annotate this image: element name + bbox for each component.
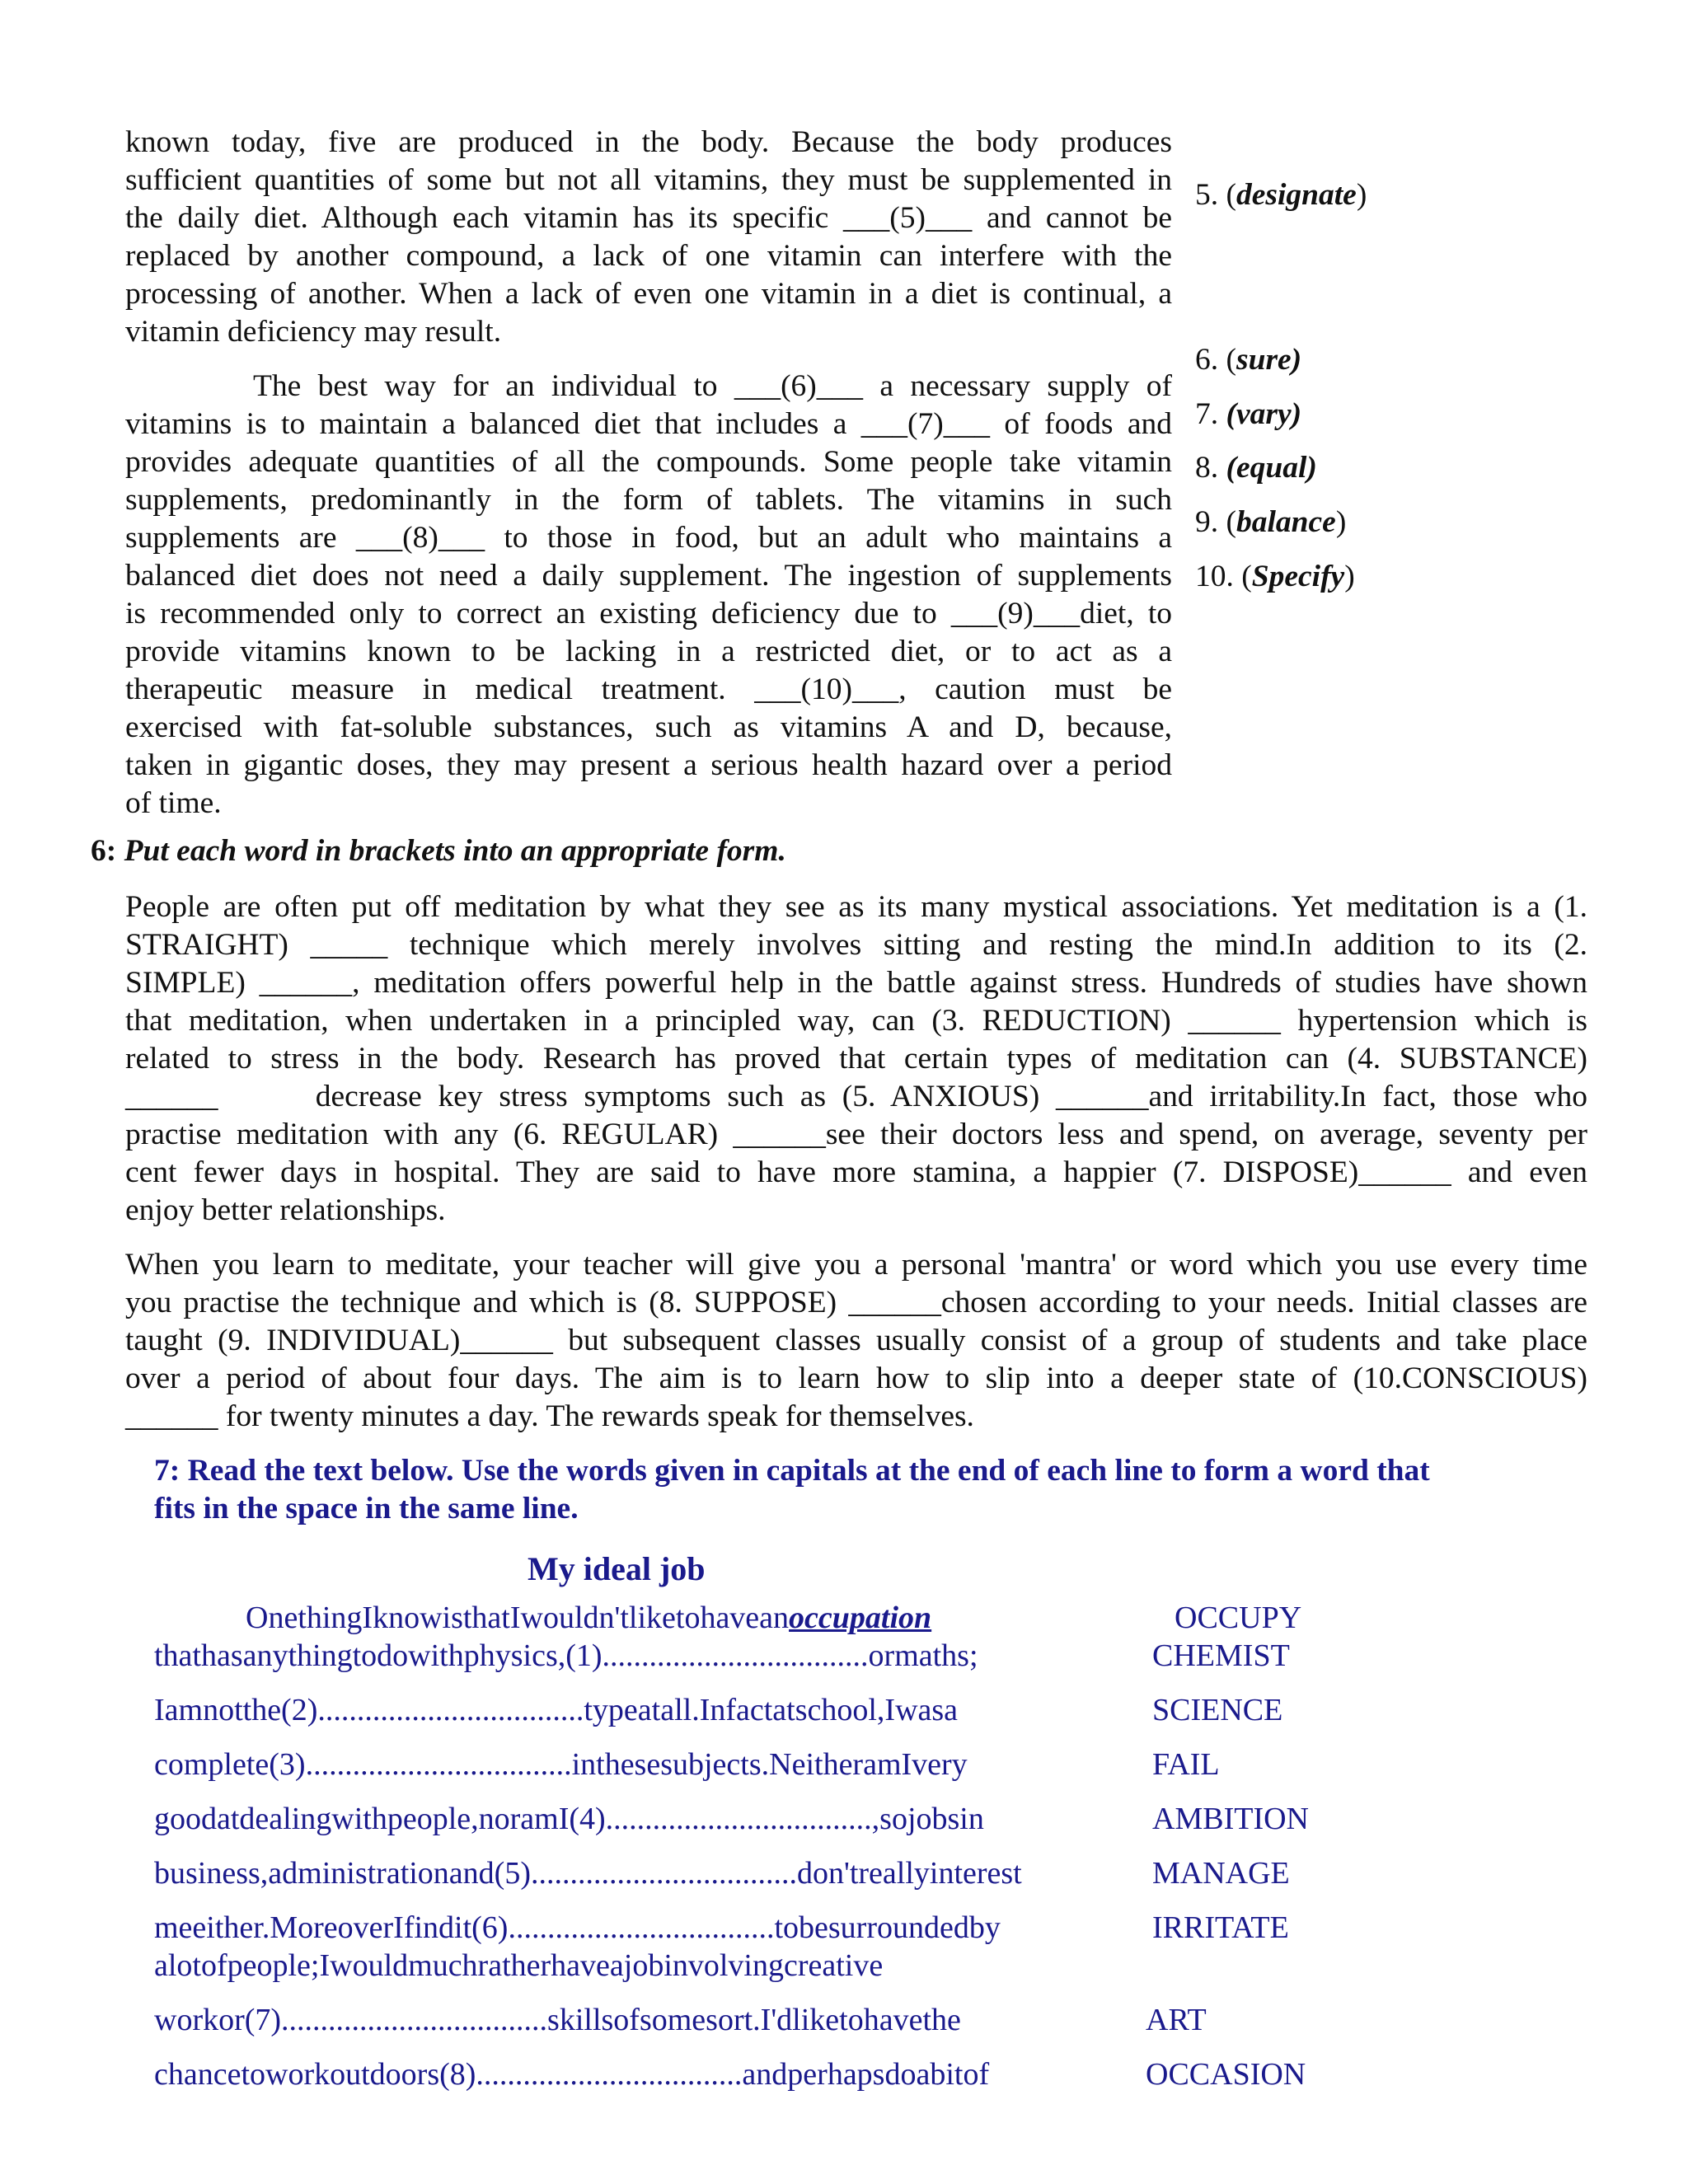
capital-word: MANAGE (1152, 1856, 1290, 1891)
text-line: is recommended only to correct an existing deficiency due to ___(9)___diet, to (125, 597, 1172, 630)
vitamin-passage-para1 (125, 124, 1172, 351)
hint-9: 9. (balance) (1195, 505, 1347, 539)
text-line: enjoy better relationships. (125, 1193, 446, 1227)
hint-10: 10. (Specify) (1195, 560, 1355, 593)
exercise-number: 6: (91, 834, 117, 868)
gap-line-4: goodatdealingwithpeople,noramI(4)..................................,sojobsin (154, 1802, 984, 1836)
passage-title: My ideal job (528, 1550, 706, 1587)
first-line (246, 1599, 931, 1637)
capital-word: IRRITATE (1152, 1910, 1289, 1945)
text-line: alotofpeople;Iwouldmuchratherhaveajobinvolvingcreative (154, 1948, 884, 1983)
text-line: supplements are ___(8)___ to those in food, but an adult who maintains a (125, 521, 1172, 555)
gap-line-3: complete(3)..................................inthesesubjects.NeitheramIvery (154, 1747, 968, 1782)
meditation-para1 (125, 888, 1587, 1230)
text-line: taught (9. INDIVIDUAL)______ but subsequent classes usually consist of a group of students and take place (125, 1324, 1587, 1357)
text-line: cent fewer days in hospital. They are said to have more stamina, a happier (7. DISPOSE)______ and even (125, 1155, 1587, 1189)
text-line: exercised with fat-soluble substances, such as vitamins A and D, because, (125, 710, 1172, 744)
text-line: that meditation, when undertaken in a principled way, can (3. REDUCTION) ______ hypertension which is (125, 1004, 1587, 1038)
text-line: When you learn to meditate, your teacher will give you a personal 'mantra' or word which you use every time (125, 1248, 1587, 1282)
text-line: replaced by another compound, a lack of one vitamin can interfere with the (125, 239, 1172, 273)
text-line: ______ for twenty minutes a day. The rewards speak for themselves. (125, 1399, 974, 1433)
capital-word: ART (1146, 2003, 1207, 2037)
exercise-6-heading (91, 832, 786, 870)
line-text: OnethingIknowisthatIwouldn'tliketohavean (246, 1601, 790, 1635)
exercise-7-instruction (154, 1452, 1588, 1528)
example-answer: occupation (789, 1601, 932, 1635)
meditation-para2 (125, 1246, 1587, 1436)
capital-word: OCCASION (1146, 2057, 1306, 2092)
text-line: therapeutic measure in medical treatment. ___(10)___, caution must be (125, 673, 1172, 706)
text-line: known today, five are produced in the body. Because the body produces (125, 125, 1172, 159)
capital-word: OCCUPY (1175, 1601, 1302, 1635)
text-line: related to stress in the body. Research has proved that certain types of meditation can (4. SUBSTANCE) (125, 1042, 1587, 1076)
vitamin-passage-para2 (125, 368, 1172, 823)
instruction-line: 7: Read the text below. Use the words given in capitals at the end of each line to form a word that (154, 1454, 1430, 1488)
text-line: provides adequate quantities of all the compounds. Some people take vitamin (125, 445, 1172, 479)
capital-word: CHEMIST (1152, 1638, 1290, 1673)
gap-line-6: meeither.MoreoverIfindit(6)..................................tobesurroundedby (154, 1910, 1001, 1945)
text-line: supplements, predominantly in the form of tablets. The vitamins in such (125, 483, 1172, 517)
hint-5: 5. (designate) (1195, 178, 1367, 212)
gap-line-1: thathasanythingtodowithphysics,(1)..................................ormaths; (154, 1638, 978, 1673)
text-line: vitamins is to maintain a balanced diet that includes a ___(7)___ of foods and (125, 407, 1172, 441)
text-line: sufficient quantities of some but not all vitamins, they must be supplemented in (125, 163, 1172, 197)
text-line: processing of another. When a lack of even one vitamin in a diet is continual, a (125, 277, 1172, 311)
text-line: balanced diet does not need a daily supplement. The ingestion of supplements (125, 559, 1172, 593)
text-line: ______ decrease key stress symptoms such as (5. ANXIOUS) ______and irritability.In fact, those who (125, 1080, 1587, 1113)
text-line: SIMPLE) ______, meditation offers powerful help in the battle against stress. Hundreds of studies have shown (125, 966, 1587, 1000)
hint-7: 7. (vary) (1195, 397, 1302, 431)
gap-line-8: chancetoworkoutdoors(8)..................................andperhapsdoabitof (154, 2057, 990, 2092)
text-line: STRAIGHT) _____ technique which merely involves sitting and resting the mind.In addition to its (2. (125, 928, 1587, 962)
text-line: practise meditation with any (6. REGULAR) ______see their doctors less and spend, on average, seventy per (125, 1118, 1587, 1151)
text-line: of time. (125, 786, 222, 820)
instruction-line: fits in the space in the same line. (154, 1492, 579, 1526)
gap-line-2: Iamnotthe(2)..................................typeatall.Infactatschool,Iwasa (154, 1693, 959, 1727)
text-line: vitamin deficiency may result. (125, 315, 502, 349)
text-line: provide vitamins known to be lacking in a restricted diet, or to act as a (125, 635, 1172, 668)
hint-6: 6. (sure) (1195, 343, 1302, 377)
capital-word: AMBITION (1152, 1802, 1309, 1836)
text-line: The best way for an individual to ___(6)___ a necessary supply of (253, 369, 1172, 403)
text-line: you practise the technique and which is (8. SUPPOSE) ______chosen according to your needs. Initial classes are (125, 1286, 1587, 1319)
gap-line-5: business,administrationand(5)..................................don'treallyinterest (154, 1856, 1022, 1891)
text-line: taken in gigantic doses, they may present a serious health hazard over a period (125, 748, 1172, 782)
capital-word: SCIENCE (1152, 1693, 1283, 1727)
hint-8: 8. (equal) (1195, 451, 1317, 485)
capital-word: FAIL (1152, 1747, 1220, 1782)
text-line: the daily diet. Although each vitamin has its specific ___(5)___ and cannot be (125, 201, 1172, 235)
exercise-instruction: Put each word in brackets into an appropriate form. (124, 834, 786, 868)
text-line: People are often put off meditation by what they see as its many mystical associations. Yet meditation is a (1. (125, 890, 1587, 924)
text-line: over a period of about four days. The aim is to learn how to slip into a deeper state of (10.CONSCIOUS) (125, 1361, 1587, 1395)
gap-line-7: workor(7)..................................skillsofsomesort.I'dliketohavethe (154, 2003, 961, 2037)
